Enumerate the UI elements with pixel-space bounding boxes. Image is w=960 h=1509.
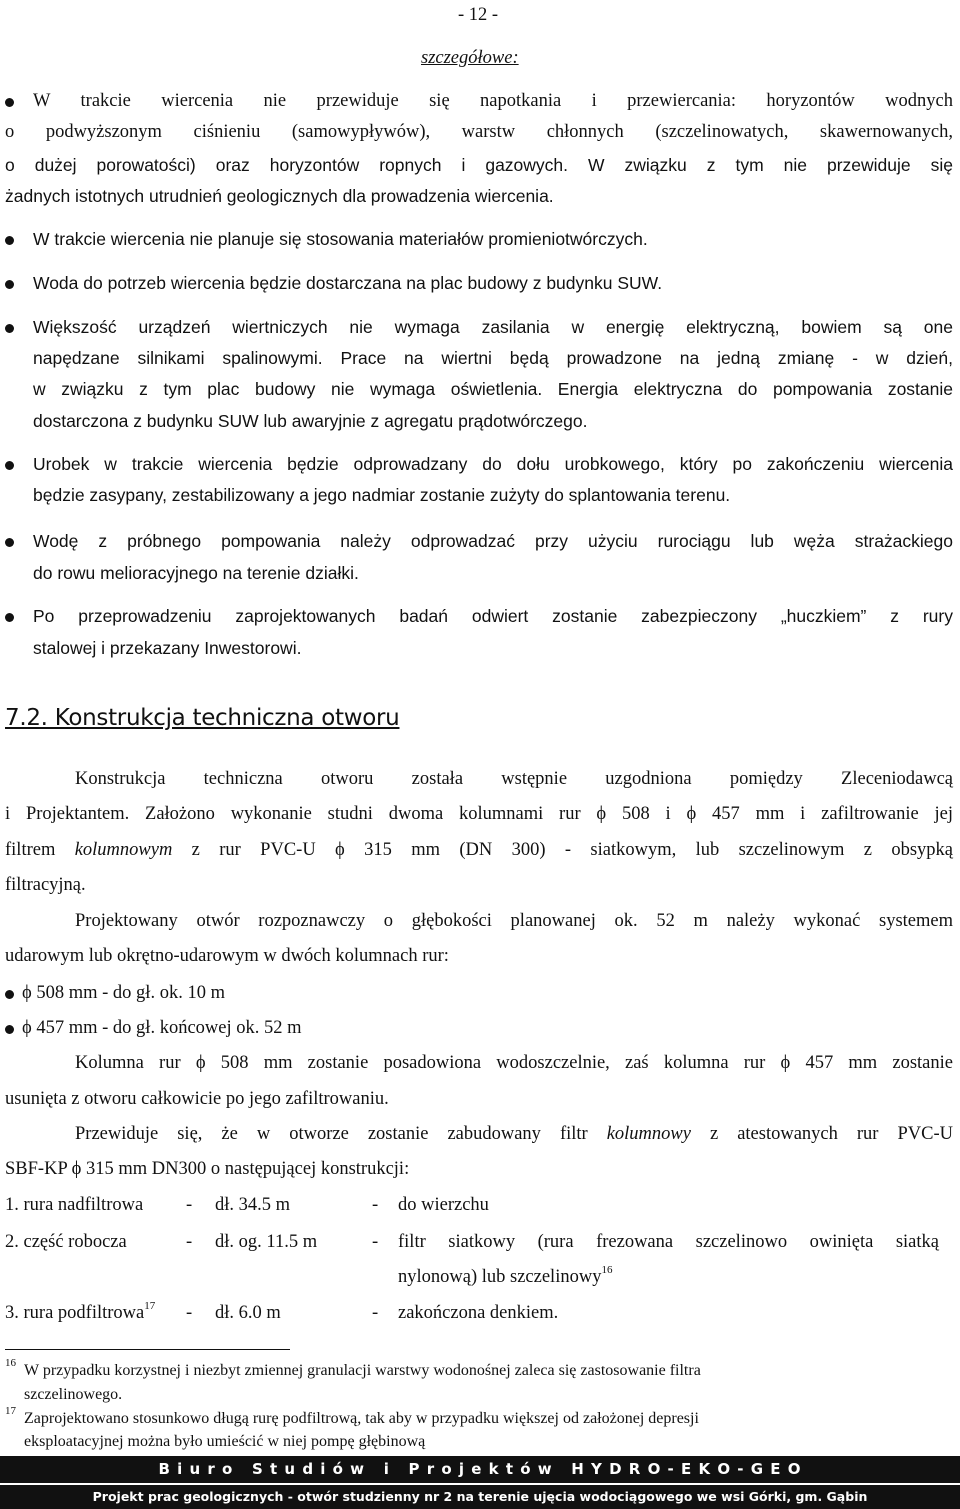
para2-line: Projektowany otwór rozpoznawczy o głębokości planowanej ok. 52 m należy wykonać systemem <box>75 911 953 931</box>
bullet-4-line: Większość urządzeń wiertniczych nie wymaga zasilania w energię elektryczną, bowiem są one <box>33 317 953 337</box>
bullet-7-line: stalowej i przekazany Inwestorowi. <box>33 638 302 658</box>
construction-dash: - <box>372 1303 379 1323</box>
para1-line <box>5 839 953 861</box>
bullet-icon <box>5 236 14 245</box>
section-heading: 7.2. Konstrukcja techniczna otworu <box>5 705 400 731</box>
construction-dash: - <box>372 1232 379 1252</box>
para4-text: Przewiduje się, że w otworze zostanie zabudowany filtr <box>75 1124 607 1144</box>
footnote-line: W przypadku korzystnej i niezbyt zmiennej granulacji warstwy wodonośnej zaleca się zastosowanie filtra <box>24 1362 701 1379</box>
construction-name: 1. rura nadfiltrowa <box>5 1195 144 1215</box>
bullet-7-line: Po przeprowadzeniu zaprojektowanych badań odwiert zostanie zabezpieczony „huczkiem” z rury <box>33 606 953 626</box>
para1-line: i Projektantem. Założono wykonanie studni dwoma kolumnami rur ϕ 508 i ϕ 457 mm i zafiltrowanie jej <box>5 804 953 824</box>
construction-dash: - <box>186 1303 193 1323</box>
para1-italic: kolumnowym <box>74 840 173 860</box>
footnote-number: 16 <box>5 1357 16 1369</box>
footer-project: Projekt prac geologicznych - otwór studzienny nr 2 na terenie ujęcia wodociągowego we wsi Górki, gm. Gąbin <box>0 1485 960 1509</box>
construction-length: dł. 34.5 m <box>215 1195 291 1215</box>
construction-desc: zakończona denkiem. <box>398 1303 559 1323</box>
bullet-icon <box>5 990 14 999</box>
bullet-6-line: Wodę z próbnego pompowania należy odprowadzać przy użyciu rurociągu lub węża strażackiego <box>33 531 953 551</box>
bullet-icon <box>5 280 14 289</box>
construction-name-text: 3. rura podfiltrowa <box>5 1303 145 1323</box>
section-label: szczegółowe: <box>421 48 519 68</box>
construction-length: dł. 6.0 m <box>215 1303 281 1323</box>
footnote-line: Zaprojektowano stosunkowo długą rurę podfiltrową, tak aby w przypadku większej od założonej depresji <box>24 1410 699 1427</box>
footnote-separator <box>5 1349 290 1350</box>
bullet-5-line: Urobek w trakcie wiercenia będzie odprowadzany do dołu urobkowego, który po zakończeniu wiercenia <box>33 454 953 474</box>
footnote-line: eksploatacyjnej można było umieścić w niej pompę głębinową <box>24 1433 426 1450</box>
bullet-3-text: Woda do potrzeb wiercenia będzie dostarczana na plac budowy z budynku SUW. <box>33 273 663 293</box>
bullet-icon <box>5 1025 14 1034</box>
bullet-2-text: W trakcie wiercenia nie planuje się stosowania materiałów promieniotwórczych. <box>33 229 648 249</box>
bullet-1-line: o podwyższonym ciśnieniu (samowypływów), warstw chłonnych (szczelinowatych, skawernowanych, <box>5 122 953 142</box>
bullet-icon <box>5 324 14 333</box>
para4-line <box>75 1123 953 1145</box>
construction-length: dł. og. 11.5 m <box>215 1232 318 1252</box>
para4-text: z atestowanych rur PVC-U <box>690 1124 953 1144</box>
footnote-number: 17 <box>5 1405 16 1417</box>
construction-desc: filtr siatkowy (rura frezowana szczelinowo owinięta siatką <box>398 1232 939 1252</box>
footnote-line: szczelinowego. <box>24 1386 123 1403</box>
bullet-1-line: o dużej porowatości) oraz horyzontów ropnych i gazowych. W związku z tym nie przewiduje się <box>5 155 953 175</box>
footnote-ref: 17 <box>144 1300 156 1312</box>
para4-italic: kolumnowy <box>606 1124 691 1144</box>
bullet-icon <box>5 98 14 107</box>
para3-line: Kolumna rur ϕ 508 mm zostanie posadowiona wodoszczelnie, zaś kolumna rur ϕ 457 mm zostanie <box>75 1053 953 1073</box>
construction-dash: - <box>186 1195 193 1215</box>
footnote-ref: 16 <box>601 1264 613 1276</box>
construction-desc-cont <box>398 1266 612 1288</box>
bullet-4-line: w związku z tym plac budowy nie wymaga oświetlenia. Energia elektryczna do pompowania zostanie <box>33 379 953 399</box>
bullet-4-line: dostarczona z budynku SUW lub awaryjnie z agregatu prądotwórczego. <box>33 411 588 431</box>
bullet-1-line: żadnych istotnych utrudnień geologicznych dla prowadzenia wiercenia. <box>5 186 554 206</box>
construction-dash: - <box>372 1195 379 1215</box>
construction-name: 2. część robocza <box>5 1232 127 1252</box>
bullet-icon <box>5 461 14 470</box>
para1-text: z rur PVC-U ϕ 315 mm (DN 300) - siatkowym, lub szczelinowym z obsypką <box>172 840 953 860</box>
footer-company: B i u r o S t u d i ó w i P r o j e k t ó w H Y D R O - E K O - G E O <box>0 1456 960 1483</box>
para1-line: Konstrukcja techniczna otworu została wstępnie uzgodniona pomiędzy Zleceniodawcą <box>75 769 953 789</box>
pipe-item: ϕ 457 mm - do gł. końcowej ok. 52 m <box>22 1018 302 1038</box>
page-number: - 12 - <box>458 5 499 25</box>
para2-line: udarowym lub okrętno-udarowym w dwóch kolumnach rur: <box>5 946 449 966</box>
bullet-4-line: napędzane silnikami spalinowymi. Prace na wiertni będą prowadzone na jedną zmianę - w dzień, <box>33 348 953 368</box>
para1-line: filtracyjną. <box>5 875 86 895</box>
para3-line: usunięta z otworu całkowicie po jego zafiltrowaniu. <box>5 1089 389 1109</box>
construction-desc: do wierzchu <box>398 1195 489 1215</box>
bullet-5-line: będzie zasypany, zestabilizowany a jego nadmiar zostanie zużyty do splantowania terenu. <box>33 485 731 505</box>
para4-line: SBF-KP ϕ 315 mm DN300 o następującej konstrukcji: <box>5 1159 410 1179</box>
bullet-6-line: do rowu melioracyjnego na terenie działki. <box>33 563 359 583</box>
pipe-item: ϕ 508 mm - do gł. ok. 10 m <box>22 983 225 1003</box>
construction-desc-text: nylonową) lub szczelinowy <box>398 1267 602 1287</box>
para1-text: filtrem <box>5 840 75 860</box>
bullet-icon <box>5 538 14 547</box>
bullet-icon <box>5 613 14 622</box>
construction-dash: - <box>186 1232 193 1252</box>
bullet-1-line: W trakcie wiercenia nie przewiduje się napotkania i przewiercania: horyzontów wodnych <box>33 91 953 111</box>
construction-name <box>5 1302 155 1324</box>
